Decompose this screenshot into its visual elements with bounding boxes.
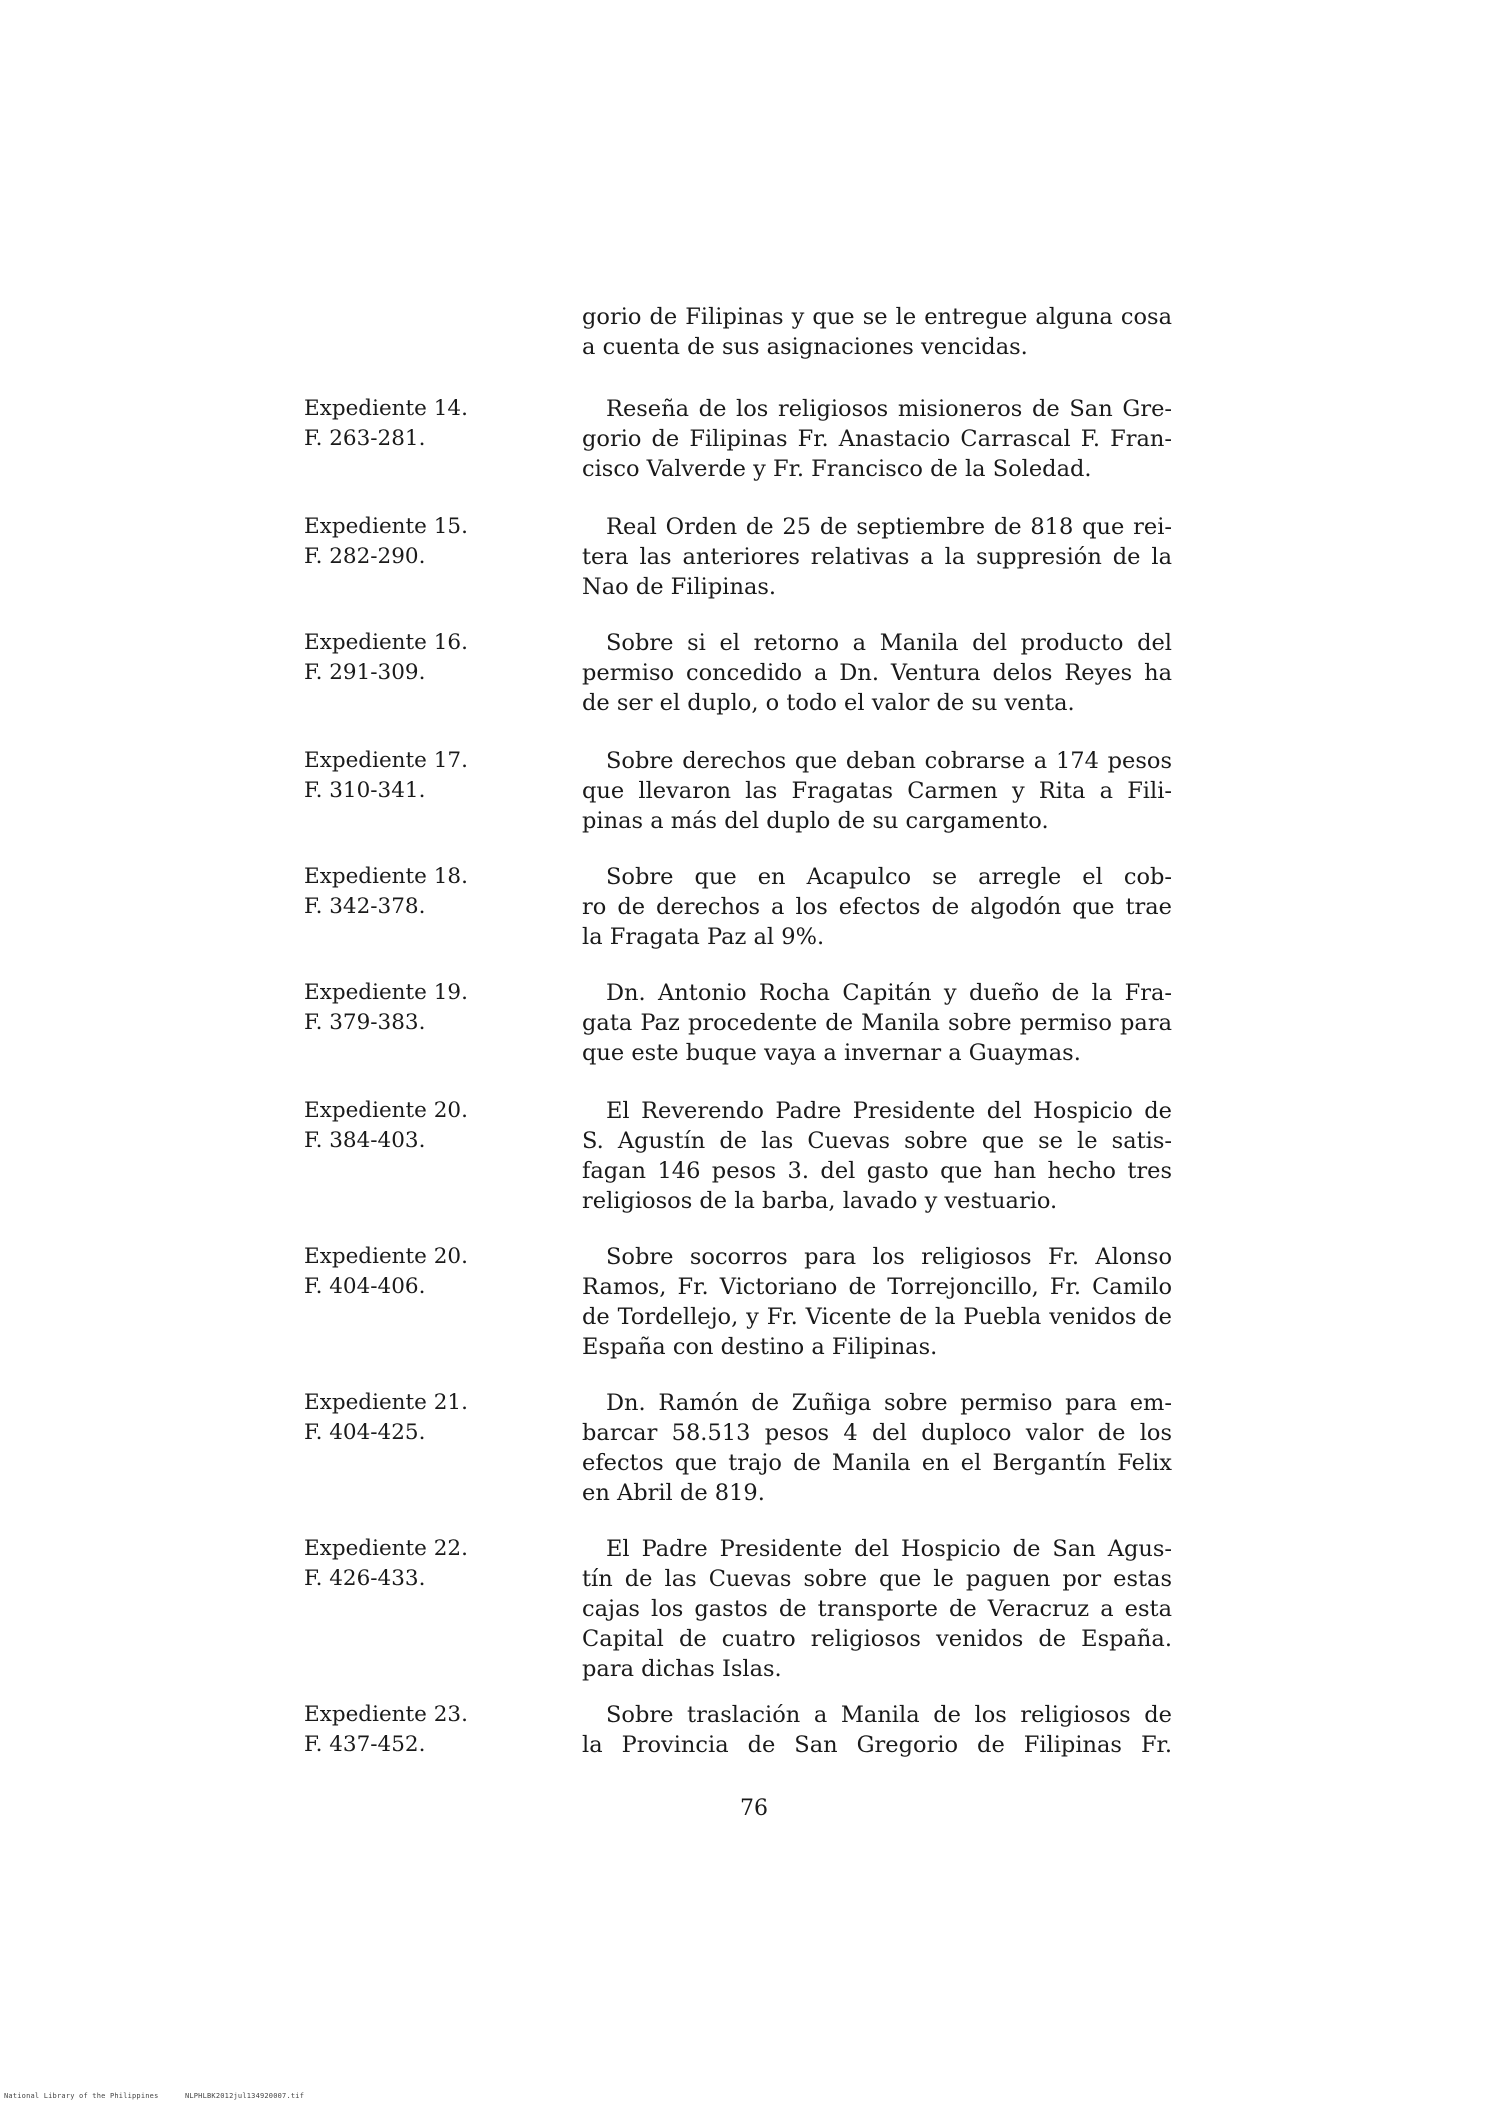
description-line: Nao de Filipinas. xyxy=(582,574,777,600)
description-line: Capital de cuatro religiosos venidos de España. xyxy=(582,1626,1172,1652)
expediente-label: Expediente 21. xyxy=(304,1390,468,1415)
expediente-label: Expediente 16. xyxy=(304,630,468,655)
description-line: la Fragata Paz al 9%. xyxy=(582,924,825,950)
description-line: la Provincia de San Gregorio de Filipinas Fr. xyxy=(582,1732,1172,1758)
description-line: cajas los gastos de transporte de Veracruz a esta xyxy=(582,1596,1172,1622)
entry-description xyxy=(582,1096,1172,1216)
library-name: National Library of the Philippines xyxy=(4,2092,159,2100)
intro-line: a cuenta de sus asignaciones vencidas. xyxy=(582,334,1028,360)
entry-reference xyxy=(304,1242,474,1302)
description-line: religiosos de la barba, lavado y vestuario. xyxy=(582,1188,1058,1214)
description-line: Reseña de los religiosos misioneros de San Gre- xyxy=(606,396,1172,422)
entry-description xyxy=(582,394,1172,484)
description-line: fagan 146 pesos 3. del gasto que han hecho tres xyxy=(582,1158,1172,1184)
description-line: cisco Valverde y Fr. Francisco de la Soledad. xyxy=(582,456,1092,482)
description-line: tera las anteriores relativas a la suppresión de la xyxy=(582,544,1172,570)
description-line: que este buque vaya a invernar a Guaymas. xyxy=(582,1040,1081,1066)
expediente-label: Expediente 17. xyxy=(304,748,468,773)
description-line: pinas a más del duplo de su cargamento. xyxy=(582,808,1049,834)
folios-label: F. 404-406. xyxy=(304,1274,426,1299)
entry-reference xyxy=(304,1096,474,1156)
entry-reference xyxy=(304,394,474,454)
entry-description xyxy=(582,628,1172,718)
description-line: Dn. Antonio Rocha Capitán y dueño de la Fra- xyxy=(606,980,1172,1006)
entry-description xyxy=(582,862,1172,952)
intro-paragraph xyxy=(582,302,1172,362)
entry-description xyxy=(582,746,1172,836)
description-line: España con destino a Filipinas. xyxy=(582,1334,938,1360)
folios-label: F. 291-309. xyxy=(304,660,426,685)
description-line: S. Agustín de las Cuevas sobre que se le satis- xyxy=(582,1128,1172,1154)
folios-label: F. 310-341. xyxy=(304,778,426,803)
description-line: El Reverendo Padre Presidente del Hospicio de xyxy=(606,1098,1172,1124)
expediente-label: Expediente 19. xyxy=(304,980,468,1005)
entry-reference xyxy=(304,1534,474,1594)
file-id: NLPHLBK2012jul134920007.tif xyxy=(184,2092,305,2100)
description-line: Real Orden de 25 de septiembre de 818 que rei- xyxy=(606,514,1172,540)
description-line: para dichas Islas. xyxy=(582,1656,782,1682)
folios-label: F. 263-281. xyxy=(304,426,426,451)
entry-reference xyxy=(304,862,474,922)
entry-reference xyxy=(304,628,474,688)
entry-description xyxy=(582,1242,1172,1362)
description-line: ro de derechos a los efectos de algodón que trae xyxy=(582,894,1172,920)
description-line: El Padre Presidente del Hospicio de San Agus- xyxy=(606,1536,1172,1562)
expediente-label: Expediente 23. xyxy=(304,1702,468,1727)
folios-label: F. 404-425. xyxy=(304,1420,426,1445)
description-line: tín de las Cuevas sobre que le paguen por estas xyxy=(582,1566,1172,1592)
entry-description xyxy=(582,1700,1172,1760)
folios-label: F. 384-403. xyxy=(304,1128,426,1153)
folios-label: F. 342-378. xyxy=(304,894,426,919)
description-line: gorio de Filipinas Fr. Anastacio Carrascal F. Fran- xyxy=(582,426,1172,452)
entry-description xyxy=(582,1534,1172,1684)
entry-reference xyxy=(304,1388,474,1448)
description-line: efectos que trajo de Manila en el Bergantín Felix xyxy=(582,1450,1172,1476)
description-line: Sobre socorros para los religiosos Fr. Alonso xyxy=(606,1244,1172,1270)
description-line: Sobre derechos que deban cobrarse a 174 pesos xyxy=(606,748,1172,774)
page-number: 76 xyxy=(740,1796,768,1821)
entry-description xyxy=(582,512,1172,602)
description-line: de Tordellejo, y Fr. Vicente de la Puebla venidos de xyxy=(582,1304,1172,1330)
folios-label: F. 437-452. xyxy=(304,1732,426,1757)
description-line: Dn. Ramón de Zuñiga sobre permiso para em- xyxy=(606,1390,1172,1416)
scan-footer xyxy=(4,2092,326,2100)
entry-reference xyxy=(304,512,474,572)
entry-description xyxy=(582,978,1172,1068)
entry-reference xyxy=(304,978,474,1038)
description-line: gata Paz procedente de Manila sobre permiso para xyxy=(582,1010,1172,1036)
description-line: permiso concedido a Dn. Ventura delos Reyes ha xyxy=(582,660,1172,686)
entry-reference xyxy=(304,746,474,806)
description-line: Sobre traslación a Manila de los religiosos de xyxy=(606,1702,1172,1728)
description-line: que llevaron las Fragatas Carmen y Rita a Fili- xyxy=(582,778,1172,804)
expediente-label: Expediente 18. xyxy=(304,864,468,889)
folios-label: F. 282-290. xyxy=(304,544,426,569)
description-line: barcar 58.513 pesos 4 del duploco valor de los xyxy=(582,1420,1172,1446)
description-line: Sobre que en Acapulco se arregle el cob- xyxy=(606,864,1172,890)
description-line: Sobre si el retorno a Manila del producto del xyxy=(606,630,1172,656)
expediente-label: Expediente 15. xyxy=(304,514,468,539)
expediente-label: Expediente 14. xyxy=(304,396,468,421)
folios-label: F. 426-433. xyxy=(304,1566,426,1591)
description-line: en Abril de 819. xyxy=(582,1480,765,1506)
description-line: Ramos, Fr. Victoriano de Torrejoncillo, Fr. Camilo xyxy=(582,1274,1172,1300)
expediente-label: Expediente 22. xyxy=(304,1536,468,1561)
intro-line: gorio de Filipinas y que se le entregue alguna cosa xyxy=(582,304,1172,330)
expediente-label: Expediente 20. xyxy=(304,1098,468,1123)
folios-label: F. 379-383. xyxy=(304,1010,426,1035)
entry-reference xyxy=(304,1700,474,1760)
expediente-label: Expediente 20. xyxy=(304,1244,468,1269)
description-line: de ser el duplo, o todo el valor de su venta. xyxy=(582,690,1075,716)
entry-description xyxy=(582,1388,1172,1508)
